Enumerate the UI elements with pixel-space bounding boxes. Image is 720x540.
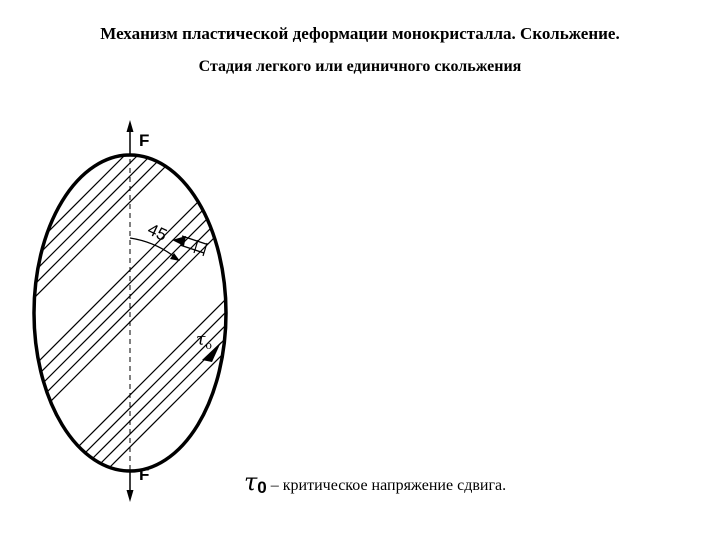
angle-label: 45 bbox=[144, 219, 170, 245]
force-arrow-bottom bbox=[127, 471, 134, 502]
shear-direction-marker bbox=[172, 236, 207, 256]
slip-band-1 bbox=[0, 0, 330, 352]
caption-symbol: $\tau_0$ bbox=[244, 468, 267, 497]
caption-text: – критическое напряжение сдвига. bbox=[266, 477, 507, 494]
caption-definition bbox=[244, 468, 506, 498]
force-label-top: F bbox=[139, 131, 150, 150]
page-title: Механизм пластической деформации монокристалла. Скольжение. bbox=[100, 24, 620, 43]
force-arrow-top bbox=[127, 120, 134, 155]
tau-label: $\tau_o$ bbox=[196, 330, 213, 352]
force-label-bottom: F bbox=[139, 465, 150, 484]
page-subtitle: Стадия легкого или единичного скольжения bbox=[198, 58, 522, 75]
